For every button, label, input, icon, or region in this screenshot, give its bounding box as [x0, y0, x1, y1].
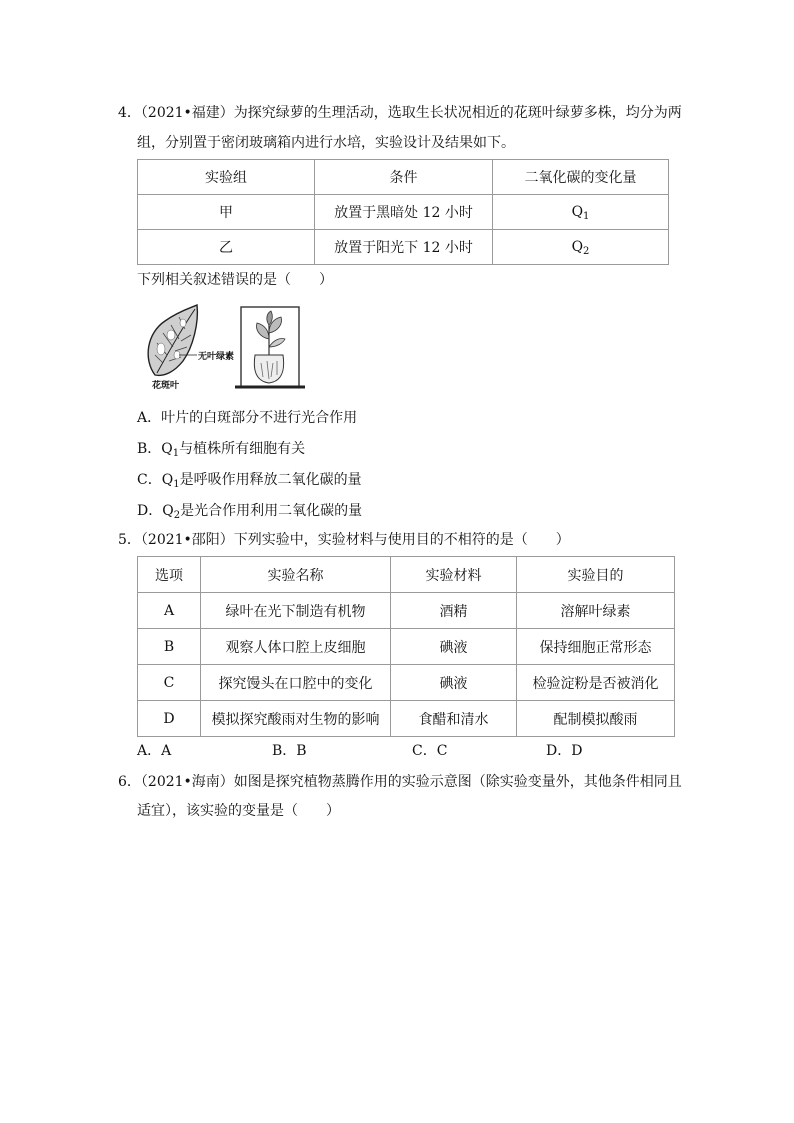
table-row — [138, 593, 675, 629]
q4-row2-condition: 放置于阳光下 12 小时 — [315, 230, 493, 265]
q-subscript: 1 — [173, 479, 180, 490]
q4-stem-line2: 组，分别置于密闭玻璃箱内进行水培，实验设计及结果如下。 — [137, 135, 515, 151]
option-text: 叶片的白斑部分不进行光合作用 — [161, 410, 358, 426]
cell: A — [138, 593, 201, 629]
variegated-leaf-icon — [148, 305, 197, 375]
option-prefix: B． — [137, 441, 162, 457]
table-row — [138, 665, 675, 701]
q-subscript: 2 — [173, 510, 181, 521]
option-text: 是光合作用利用二氧化碳的量 — [180, 503, 363, 519]
cell: 观察人体口腔上皮细胞 — [201, 629, 391, 665]
option-text: 与植株所有细胞有关 — [179, 441, 306, 457]
cell: 碘液 — [391, 629, 517, 665]
cell: 探究馒头在口腔中的变化 — [201, 665, 391, 701]
table-row — [138, 701, 675, 737]
option-text: 是呼吸作用释放二氧化碳的量 — [179, 472, 362, 488]
q4-option-a — [137, 407, 357, 427]
q4-header-group: 实验组 — [138, 160, 315, 195]
q6-stem-line2: 适宜），该实验的变量是（ ） — [137, 803, 340, 819]
cell: 保持细胞正常形态 — [517, 629, 675, 665]
q5-header-material: 实验材料 — [391, 557, 517, 593]
label-no-chlorophyll: 无叶绿素 — [198, 352, 235, 362]
option-prefix: C． — [137, 472, 162, 488]
q4-row1-group: 甲 — [138, 195, 315, 230]
q4-question: 下列相关叙述错误的是（ ） — [137, 272, 333, 288]
cell: 溶解叶绿素 — [517, 593, 675, 629]
potted-plant-icon — [254, 311, 285, 383]
cell: C — [138, 665, 201, 701]
q-symbol: Q — [571, 204, 584, 220]
cell: 绿叶在光下制造有机物 — [201, 593, 391, 629]
q-symbol: Q — [161, 441, 173, 457]
q4-row1-q — [493, 195, 669, 230]
q4-option-b — [137, 438, 305, 458]
q-symbol: Q — [571, 239, 584, 255]
q4-option-c — [137, 469, 362, 489]
q4-row2-q — [493, 230, 669, 265]
q-subscript: 2 — [583, 246, 590, 257]
cell: B — [138, 629, 201, 665]
option-prefix: A． — [137, 410, 162, 426]
q5-answer-d: D．D — [546, 743, 583, 759]
q4-row1-condition: 放置于黑暗处 12 小时 — [315, 195, 493, 230]
cell: 检验淀粉是否被消化 — [517, 665, 675, 701]
q5-answer-c: C．C — [412, 743, 448, 759]
q4-header-condition: 条件 — [315, 160, 493, 195]
q6-stem-line1: 6．（2021•海南）如图是探究植物蒸腾作用的实验示意图（除实验变量外，其他条件相同且 — [118, 774, 682, 790]
cell: 模拟探究酸雨对生物的影响 — [201, 701, 391, 737]
q5-header-name: 实验名称 — [201, 557, 391, 593]
q4-header-co2: 二氧化碳的变化量 — [493, 160, 669, 195]
q5-answer-a: A．A — [137, 743, 172, 759]
option-prefix: D． — [137, 503, 163, 519]
q5-header-purpose: 实验目的 — [517, 557, 675, 593]
table-row — [138, 230, 669, 265]
q5-table — [137, 556, 675, 737]
q4-option-d — [137, 500, 362, 520]
label-variegated-leaf: 花斑叶 — [152, 381, 180, 391]
cell: 酒精 — [391, 593, 517, 629]
q5-answer-b: B．B — [272, 743, 307, 759]
table-row — [138, 629, 675, 665]
q-subscript: 1 — [172, 448, 180, 459]
q5-stem: 5．（2021•邵阳）下列实验中，实验材料与使用目的不相符的是（ ） — [118, 532, 570, 548]
q-symbol: Q — [162, 503, 174, 519]
q4-stem-line1: 4．（2021•福建）为探究绿萝的生理活动，选取生长状况相近的花斑叶绿萝多株，均分为两 — [118, 105, 682, 121]
cell: 碘液 — [391, 665, 517, 701]
q5-header-option: 选项 — [138, 557, 201, 593]
q4-table — [137, 159, 669, 265]
table-row — [138, 195, 669, 230]
q-symbol: Q — [161, 472, 174, 488]
q4-row2-group: 乙 — [138, 230, 315, 265]
cell: 食醋和清水 — [391, 701, 517, 737]
cell: 配制模拟酸雨 — [517, 701, 675, 737]
q-subscript: 1 — [583, 211, 590, 222]
cell: D — [138, 701, 201, 737]
